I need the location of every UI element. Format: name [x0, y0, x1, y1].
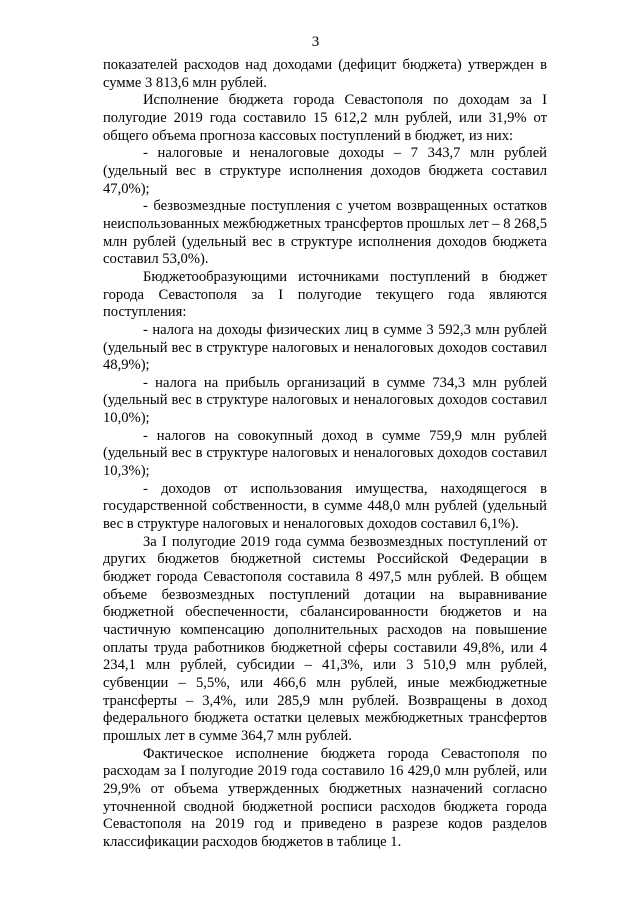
paragraph-expenditure-execution: Фактическое исполнение бюджета города Севастополя по расходам за I полугодие 2019 года составило 16 429,0 млн рублей, или 29,9% от объема утвержденных бюджетных назначений согласно уточненной сводной бюджетной росписи расходов бюджета города Севастополя на 2019 год и приведено в разрезе кодов разделов классификации расходов бюджетов в таблице 1.: [103, 745, 547, 850]
list-item-gratuitous-receipts: - безвозмездные поступления с учетом возвращенных остатков неиспользованных межбюджетных трансфертов прошлых лет – 8 268,5 млн рублей (удельный вес в структуре исполнения доходов бюджета составил 53,0%).: [103, 198, 547, 268]
document-body: [103, 57, 547, 852]
list-item-tax-income: - налоговые и неналоговые доходы – 7 343,7 млн рублей (удельный вес в структуре исполнения доходов бюджета составил 47,0%);: [103, 145, 547, 197]
page-number: 3: [311, 34, 320, 50]
paragraph-income-execution: Исполнение бюджета города Севастополя по доходам за I полугодие 2019 года составило 15 612,2 млн рублей, или 31,9% от общего объема прогноза кассовых поступлений в бюджет, из них:: [103, 92, 547, 144]
list-item-aggregate-income-tax: - налогов на совокупный доход в сумме 759,9 млн рублей (удельный вес в структуре налоговых и неналоговых доходов составил 10,3%);: [103, 427, 547, 480]
paragraph-deficit-continuation: показателей расходов над доходами (дефицит бюджета) утвержден в сумме 3 813,6 млн рублей.: [103, 57, 547, 91]
paragraph-budget-sources: Бюджетообразующими источниками поступлений в бюджет города Севастополя за I полугодие текущего года являются поступления:: [103, 268, 547, 321]
list-item-profit-tax: - налога на прибыль организаций в сумме 734,3 млн рублей (удельный вес в структуре налоговых и неналоговых доходов составил 10,0%);: [103, 374, 547, 427]
paragraph-interbudget-transfers: За I полугодие 2019 года сумма безвозмездных поступлений от других бюджетов бюджетной системы Российской Федерации в бюджет города Севастополя составила 8 497,5 млн рублей. В общем объеме безвозмездных поступлений дотации на выравнивание бюджетной обеспеченности, сбалансированности бюджетов и на частичную компенсацию дополнительных расходов на повышение оплаты труда работников бюджетной сферы составили 49,8%, или 4 234,1 млн рублей, субсидии – 41,3%, или 3 510,9 млн рублей, субвенции – 5,5%, или 466,6 млн рублей, иные межбюджетные трансферты – 3,4%, или 285,9 млн рублей. Возвращены в доход федерального бюджета остатки целевых межбюджетных трансфертов прошлых лет в сумме 364,7 млн рублей.: [103, 533, 547, 744]
list-item-personal-income-tax: - налога на доходы физических лиц в сумме 3 592,3 млн рублей (удельный вес в структуре налоговых и неналоговых доходов составил 48,9%);: [103, 321, 547, 374]
list-item-property-income: - доходов от использования имущества, находящегося в государственной собственности, в сумме 448,0 млн рублей (удельный вес в структуре налоговых и неналоговых доходов составил 6,1%).: [103, 480, 547, 533]
